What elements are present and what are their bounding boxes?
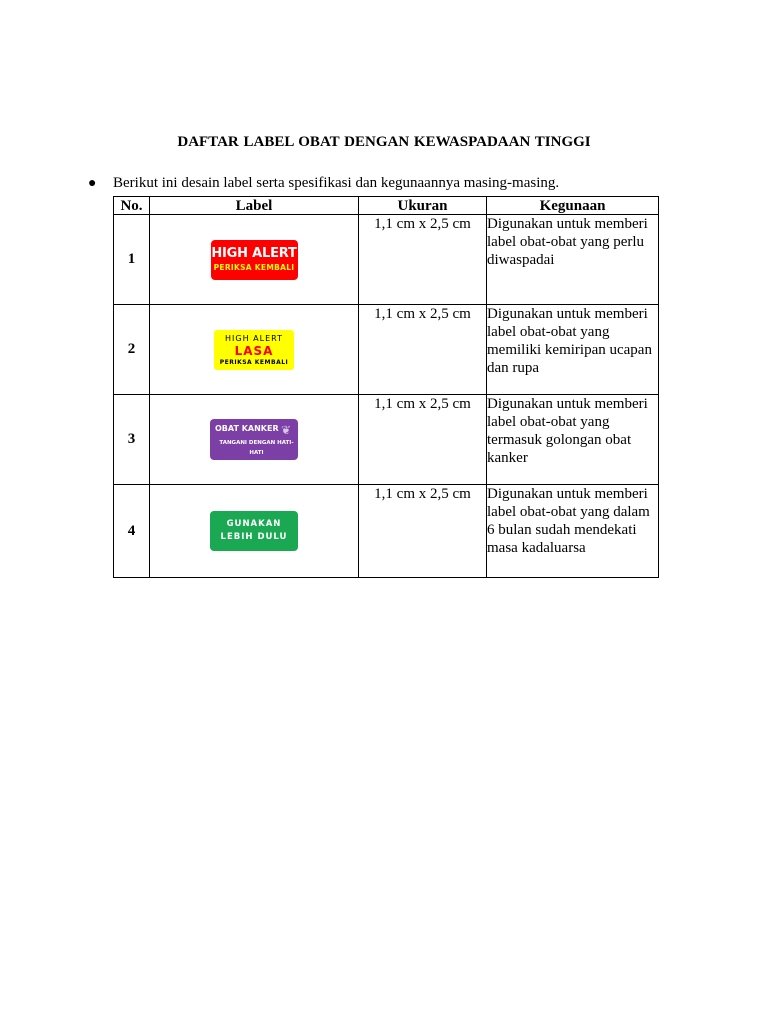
gunakan-lebih-dulu-label	[210, 511, 298, 551]
header-no: No.	[114, 197, 150, 215]
document-title: DAFTAR LABEL OBAT DENGAN KEWASPADAAN TINGGI	[177, 134, 591, 150]
label-line: HIGH ALERT	[211, 245, 297, 261]
label-line: PERIKSA KEMBALI	[219, 359, 289, 366]
label-line: OBAT KANKER	[215, 423, 279, 433]
label-cell	[150, 395, 359, 485]
table-row	[114, 305, 659, 395]
obat-kanker-label	[210, 419, 298, 460]
use-cell: Digunakan untuk memberi label obat-obat yang memiliki kemiripan ucapan dan rupa	[487, 305, 659, 395]
use-cell: Digunakan untuk memberi label obat-obat yang perlu diwaspadai	[487, 215, 659, 305]
use-cell: Digunakan untuk memberi label obat-obat yang dalam 6 bulan sudah mendekati masa kadaluarsa	[487, 485, 659, 578]
size-cell: 1,1 cm x 2,5 cm	[359, 485, 487, 578]
size-cell: 1,1 cm x 2,5 cm	[359, 215, 487, 305]
row-number: 1	[114, 215, 150, 305]
label-cell	[150, 485, 359, 578]
table-header-row	[114, 197, 659, 215]
bullet-icon: ●	[88, 176, 97, 191]
ribbon-icon: ❦	[280, 423, 291, 438]
label-cell	[150, 305, 359, 395]
header-size: Ukuran	[359, 197, 487, 215]
label-line: TANGANI DENGAN HATI-HATI	[219, 439, 294, 456]
header-label: Label	[150, 197, 359, 215]
intro-text: Berikut ini desain label serta spesifikasi dan kegunaannya masing-masing.	[113, 175, 560, 191]
row-number: 2	[114, 305, 150, 395]
intro-paragraph	[88, 175, 559, 192]
label-line: LEBIH DULU	[220, 532, 288, 542]
label-line: PERIKSA KEMBALI	[213, 262, 295, 272]
lasa-label	[214, 330, 294, 370]
use-cell: Digunakan untuk memberi label obat-obat yang termasuk golongan obat kanker	[487, 395, 659, 485]
size-cell: 1,1 cm x 2,5 cm	[359, 395, 487, 485]
row-number: 3	[114, 395, 150, 485]
table-row	[114, 395, 659, 485]
label-line: LASA	[234, 344, 274, 358]
row-number: 4	[114, 485, 150, 578]
high-alert-label	[211, 240, 298, 280]
label-cell	[150, 215, 359, 305]
label-line: GUNAKAN	[226, 519, 282, 529]
size-cell: 1,1 cm x 2,5 cm	[359, 305, 487, 395]
label-table	[113, 196, 659, 578]
table-row	[114, 215, 659, 305]
label-line: HIGH ALERT	[225, 334, 283, 343]
header-use: Kegunaan	[487, 197, 659, 215]
table-row	[114, 485, 659, 578]
